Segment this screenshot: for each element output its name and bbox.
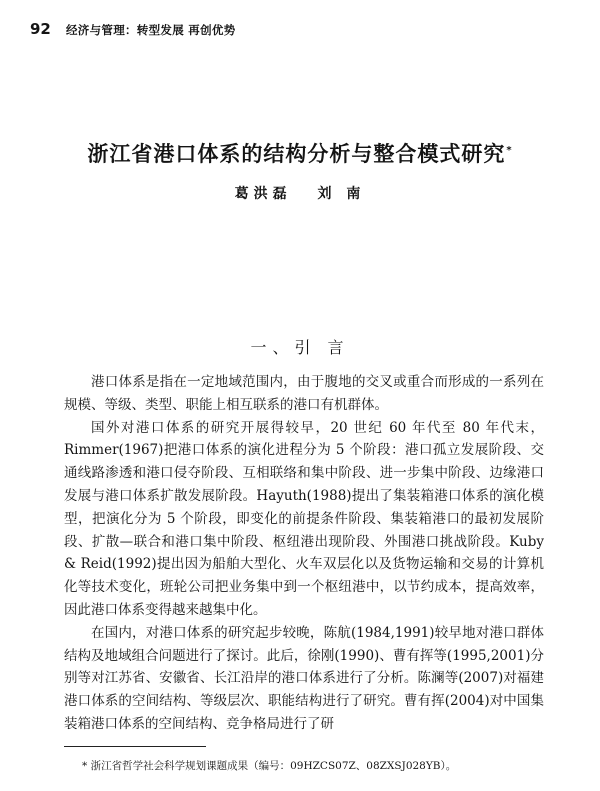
paragraph: 国外对港口体系的研究开展得较早，20 世纪 60 年代至 80 年代末，Rimmer(1967)把港口体系的演化进程分为 5 个阶段：港口孤立发展阶段、交通线路渗透和港口侵夺阶段、互相联络和集中阶段、进一步集中阶段、边缘港口发展与港口体系扩散发展阶段。Hayuth(1988)提出了集装箱港口体系的演化模型，把演化分为 5 个阶段，即变化的前提条件阶段、集装箱港口的最初发展阶段、扩散—联合和港口集中阶段、枢纽港出现阶段、外围港口挑战阶段。Kuby & Reid(1992)提出因为船舶大型化、火车双层化以及货物运输和交易的计算机化等技术变化，班轮公司把业务集中到一个枢纽港中，以节约成本，提高效率，因此港口体系变得越来越集中化。 (64, 419, 544, 618)
footnote-divider (64, 746, 206, 747)
running-head: 经济与管理：转型发展 再创优势 (66, 23, 236, 37)
author-name: 葛洪磊 (234, 186, 292, 202)
page-header (30, 20, 570, 40)
paragraph: 在国内，对港口体系的研究起步较晚，陈航(1984,1991)较早地对港口群体结构及地域组合问题进行了探讨。此后，徐刚(1990)、曹有挥等(1995,2001)分别等对江苏省、安徽省、长江沿岸的港口体系进行了分析。陈澜等(2007)对福建港口体系的空间结构、等级层次、职能结构进行了研究。曹有挥(2004)对中国集装箱港口体系的空间结构、竞争格局进行了研 (64, 624, 544, 732)
page-number: 92 (30, 20, 51, 38)
footnote-marker: * (82, 760, 88, 772)
title-footnote-marker: * (506, 145, 513, 156)
authors (0, 183, 600, 203)
body-text (64, 371, 544, 736)
article-title-text: 浙江省港口体系的结构分析与整合模式研究 (87, 142, 506, 166)
footnote (82, 758, 456, 773)
author-name: 刘 南 (317, 186, 366, 202)
footnote-text: 浙江省哲学社会科学规划课题成果（编号：09HZCS07Z、08ZXSJ028YB）。 (90, 760, 457, 772)
section-heading: 一、引 言 (250, 338, 350, 357)
paragraph: 港口体系是指在一定地域范围内，由于腹地的交叉或重合而形成的一系列在规模、等级、类型、职能上相互联系的港口有机群体。 (64, 374, 544, 413)
article-title (0, 138, 600, 168)
